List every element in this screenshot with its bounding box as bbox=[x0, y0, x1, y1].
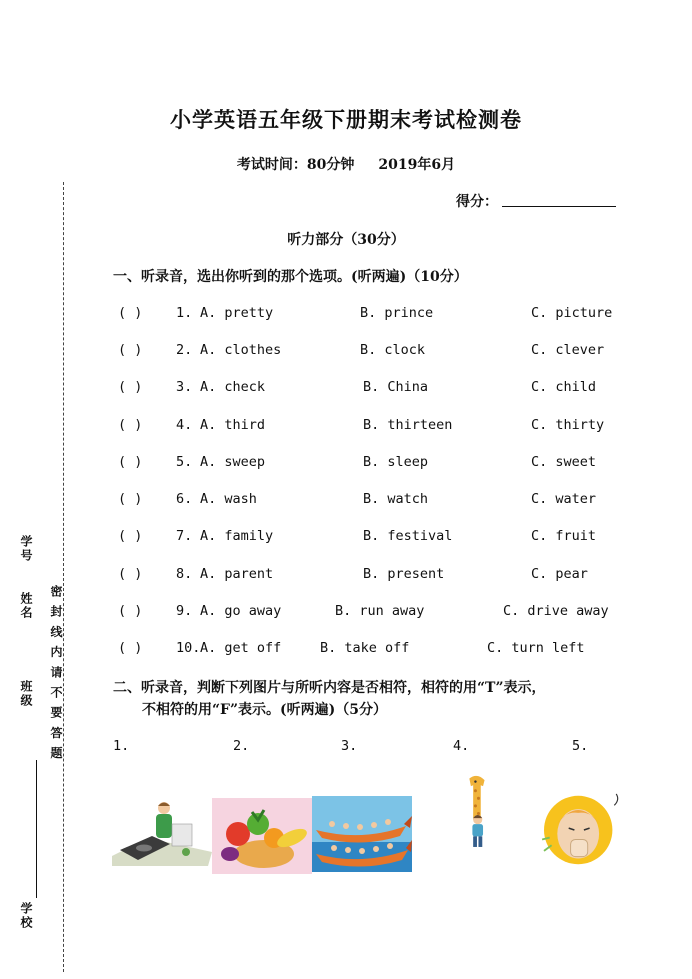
binding-dashed-line bbox=[63, 182, 64, 972]
question-number: 7. bbox=[176, 528, 193, 544]
option-c: C. turn left bbox=[487, 640, 585, 656]
option-b: B. prince bbox=[360, 305, 434, 321]
student-name-label: 姓名 bbox=[19, 592, 33, 620]
question-number: 10. bbox=[176, 640, 201, 656]
seal-line-notice: 密 封 线 内 请 不 要 答 题 bbox=[49, 585, 63, 761]
option-a: A. parent bbox=[200, 566, 274, 582]
page-title: 小学英语五年级下册期末考试检测卷 bbox=[170, 107, 522, 132]
question-number: 5. bbox=[176, 454, 193, 470]
option-a: A. sweep bbox=[200, 454, 266, 470]
vegetables-fruit-icon bbox=[212, 798, 312, 874]
option-b: B. watch bbox=[363, 491, 429, 507]
answer-blank[interactable]: ( ) bbox=[118, 603, 143, 619]
score-blank[interactable] bbox=[502, 206, 616, 207]
answer-blank[interactable]: ( ) bbox=[118, 566, 143, 582]
sick-boy-icon bbox=[532, 792, 632, 868]
exam-subtitle bbox=[0, 154, 692, 174]
score-label: 得分： bbox=[456, 194, 498, 210]
option-c: C. pear bbox=[531, 566, 588, 582]
answer-blank[interactable]: ( ) bbox=[118, 491, 143, 507]
option-a: A. get off bbox=[200, 640, 282, 656]
option-c: C. picture bbox=[531, 305, 613, 321]
option-c: C. child bbox=[531, 379, 597, 395]
option-a: A. third bbox=[200, 417, 266, 433]
option-a: A. family bbox=[200, 528, 274, 544]
question-number: 6. bbox=[176, 491, 193, 507]
question-number: 9. bbox=[176, 603, 193, 619]
part1-title: 一、听录音，选出你听到的那个选项。(听两遍)（10分） bbox=[113, 269, 468, 285]
question-number: 3. bbox=[176, 379, 193, 395]
school-field-line[interactable] bbox=[36, 760, 37, 898]
question-number: 8. bbox=[176, 566, 193, 582]
option-b: B. festival bbox=[363, 528, 453, 544]
option-c: C. water bbox=[531, 491, 597, 507]
exam-date: 2019年6月 bbox=[378, 157, 456, 173]
question-number: 1. bbox=[176, 305, 193, 321]
option-a: A. clothes bbox=[200, 342, 282, 358]
answer-blank[interactable]: ( ) bbox=[118, 454, 143, 470]
question-number: 4. bbox=[176, 417, 193, 433]
exam-time: 考试时间：80分钟 bbox=[236, 157, 355, 173]
option-b: B. take off bbox=[320, 640, 410, 656]
option-c: C. sweet bbox=[531, 454, 597, 470]
option-c: C. fruit bbox=[531, 528, 597, 544]
question-number: 2. bbox=[176, 342, 193, 358]
picture-number: 4. bbox=[453, 738, 470, 754]
option-c: C. thirty bbox=[531, 417, 605, 433]
part2-title-line2: 不相符的用“F”表示。(听两遍)（5分） bbox=[142, 702, 388, 718]
class-label: 班级 bbox=[19, 680, 33, 708]
option-b: B. China bbox=[363, 379, 429, 395]
option-a: A. pretty bbox=[200, 305, 274, 321]
option-a: A. check bbox=[200, 379, 266, 395]
option-a: A. wash bbox=[200, 491, 257, 507]
answer-blank[interactable]: ( ) bbox=[118, 305, 143, 321]
cooking-person-icon bbox=[112, 798, 212, 874]
school-label: 学校 bbox=[19, 902, 33, 930]
option-c: C. drive away bbox=[503, 603, 609, 619]
answer-blank[interactable]: ( ) bbox=[118, 342, 143, 358]
option-a: A. go away bbox=[200, 603, 282, 619]
option-b: B. present bbox=[363, 566, 445, 582]
picture-number: 3. bbox=[341, 738, 358, 754]
option-b: B. sleep bbox=[363, 454, 429, 470]
answer-blank[interactable]: ( ) bbox=[118, 640, 143, 656]
option-b: B. run away bbox=[335, 603, 425, 619]
listening-section-heading: 听力部分（30分） bbox=[287, 232, 405, 248]
picture-number: 2. bbox=[233, 738, 250, 754]
answer-blank[interactable]: ( ) bbox=[118, 379, 143, 395]
answer-blank[interactable]: ( ) bbox=[118, 528, 143, 544]
part2-title-line1: 二、听录音，判断下列图片与所听内容是否相符，相符的用“T”表示， bbox=[113, 680, 546, 696]
giraffe-child-icon bbox=[430, 774, 530, 850]
option-b: B. clock bbox=[360, 342, 426, 358]
dragon-boat-race-icon bbox=[312, 796, 412, 872]
picture-number: 5. bbox=[572, 738, 589, 754]
student-number-label: 学号 bbox=[19, 535, 33, 563]
answer-blank[interactable]: ( ) bbox=[118, 417, 143, 433]
option-c: C. clever bbox=[531, 342, 605, 358]
option-b: B. thirteen bbox=[363, 417, 453, 433]
picture-number: 1. bbox=[113, 738, 130, 754]
